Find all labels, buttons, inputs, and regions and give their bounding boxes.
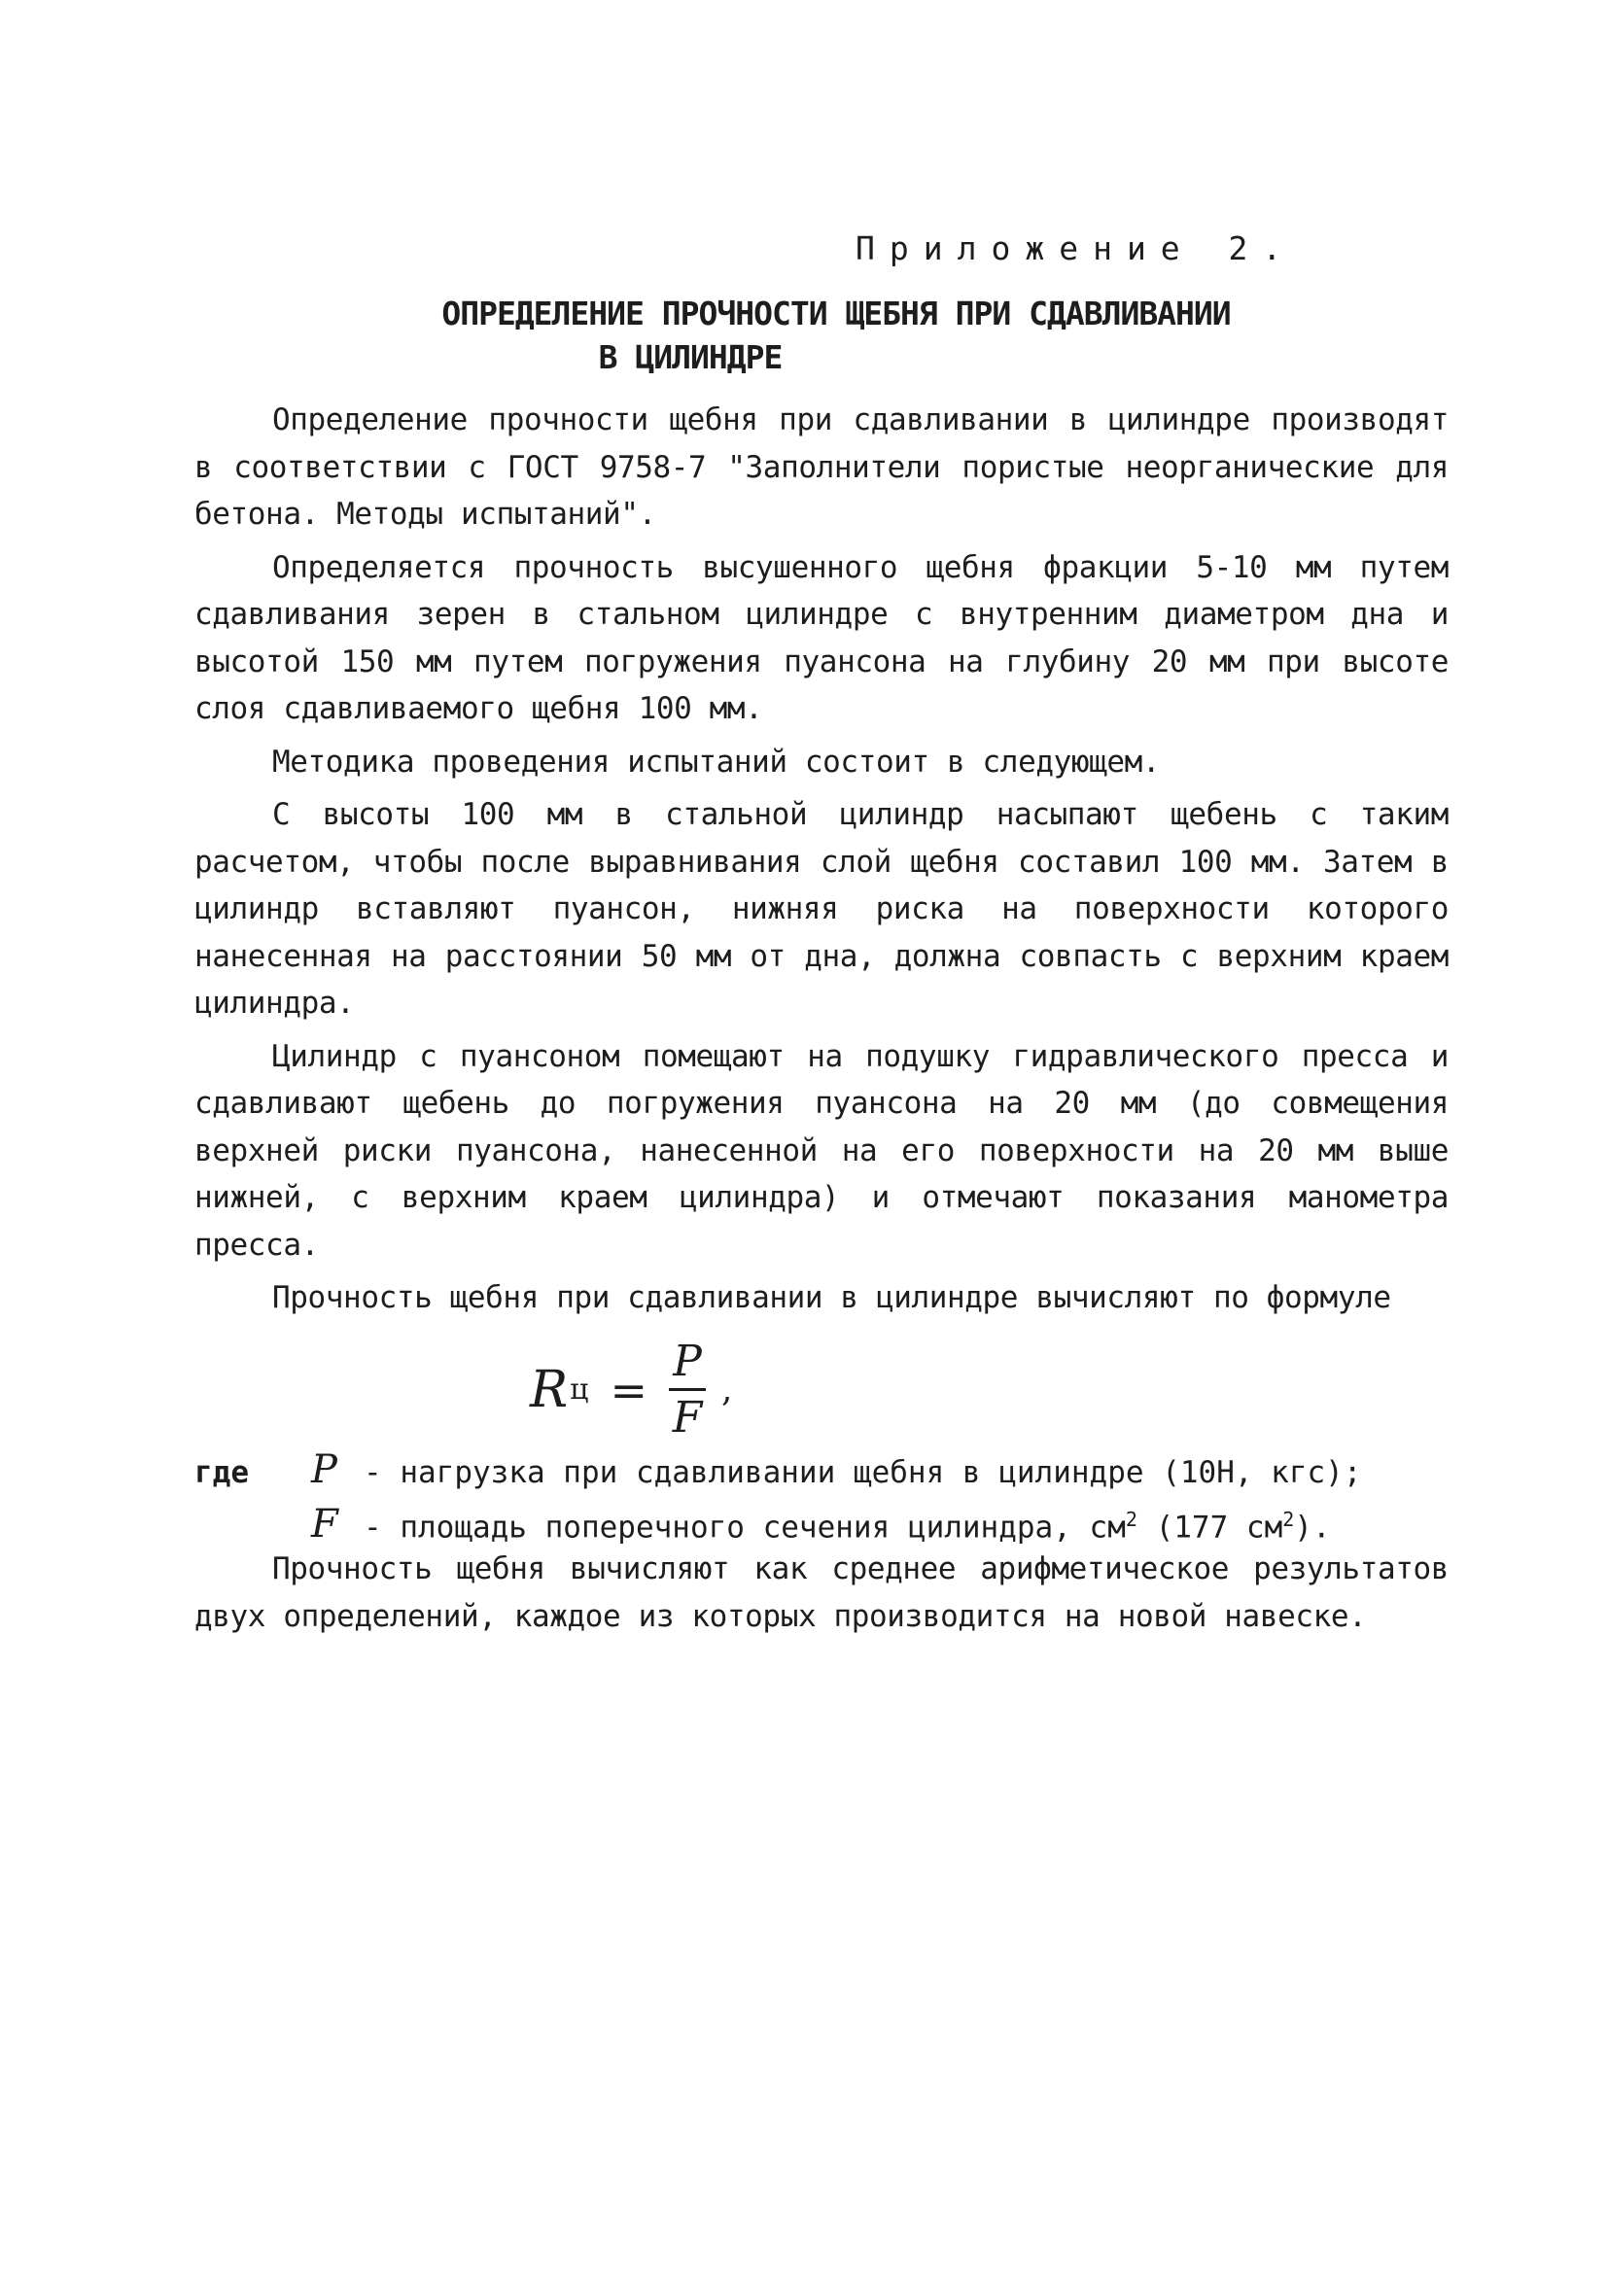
definition-text [350,1496,1331,1550]
formula-trailing-comma: , [721,1370,733,1409]
document-body [194,397,1449,1322]
paragraph-pressing-procedure: Цилиндр с пуансоном помещают на подушку гидравлического пресса и сдавливают щебень до погружения пуансона на 20 мм (до совмещения верхней риски пуансона, нанесенной на его поверхности на 20 мм выше нижней, с верхним краем цилиндра) и отмечают показания манометра пресса. [194,1038,1449,1263]
paragraph-formula-intro: Прочность щебня при сдавливании в цилиндре вычисляют по формуле [272,1280,1391,1315]
definition-symbol: F [311,1502,338,1548]
formula-equals: = [610,1363,647,1416]
definition-text-part: - площадь поперечного сечения цилиндра, см [364,1510,1126,1546]
document-body-end [194,1546,1449,1646]
formula-numerator: P [673,1337,702,1386]
unit-exponent: 2 [1125,1508,1137,1531]
document-title-line-2: В ЦИЛИНДРЕ [598,338,783,376]
formula-denominator: F [672,1393,703,1443]
unit-exponent: 2 [1282,1508,1295,1531]
paragraph-filling-procedure: С высоты 100 мм в стальной цилиндр насыпают щебень с таким расчетом, чтобы после выравнивания слой щебня составил 100 мм. Затем в цилиндр вставляют пуансон, нижняя риска на поверхности которого нанесенная на расстоянии 50 мм от дна, должна совпасть с верхним краем цилиндра. [194,797,1449,1021]
definition-text-part: ). [1294,1510,1331,1546]
formula-fraction [669,1337,706,1443]
formula-definitions [194,1446,1458,1550]
definition-text-part: (177 см [1136,1510,1283,1546]
paragraph-averaging: Прочность щебня вычисляют как среднее арифметическое результатов двух определений, каждое из которых производится на новой навеске. [194,1551,1449,1634]
definition-symbol: P [311,1447,337,1492]
strength-formula [530,1337,732,1443]
paragraph-gost-reference: Определение прочности щебня при сдавливании в цилиндре производят в соответствии с ГОСТ 9758-7 "Заполнители пористые неорганические для бетона. Методы испытаний". [194,402,1449,532]
paragraph-test-description: Определяется прочность высушенного щебня фракции 5-10 мм путем сдавливания зерен в стальном цилиндре с внутренним диаметром дна и высотой 150 мм путем погружения пуансона на глубину 20 мм при высоте слоя сдавливаемого щебня 100 мм. [194,549,1449,726]
appendix-label: Приложение 2. [856,229,1297,267]
definition-row-p [194,1446,1458,1496]
formula-lhs: R [530,1360,569,1419]
paragraph-method-intro: Методика проведения испытаний состоит в следующем. [272,744,1161,780]
where-label: где [194,1455,249,1490]
formula-lhs-subscript: ц [570,1373,589,1407]
definition-row-f [194,1496,1458,1550]
document-title-line-1: ОПРЕДЕЛЕНИЕ ПРОЧНОСТИ ЩЕБНЯ ПРИ СДАВЛИВАНИИ [441,295,1231,332]
definition-text: - нагрузка при сдавливании щебня в цилиндре (10Н, кгс); [364,1455,1362,1490]
